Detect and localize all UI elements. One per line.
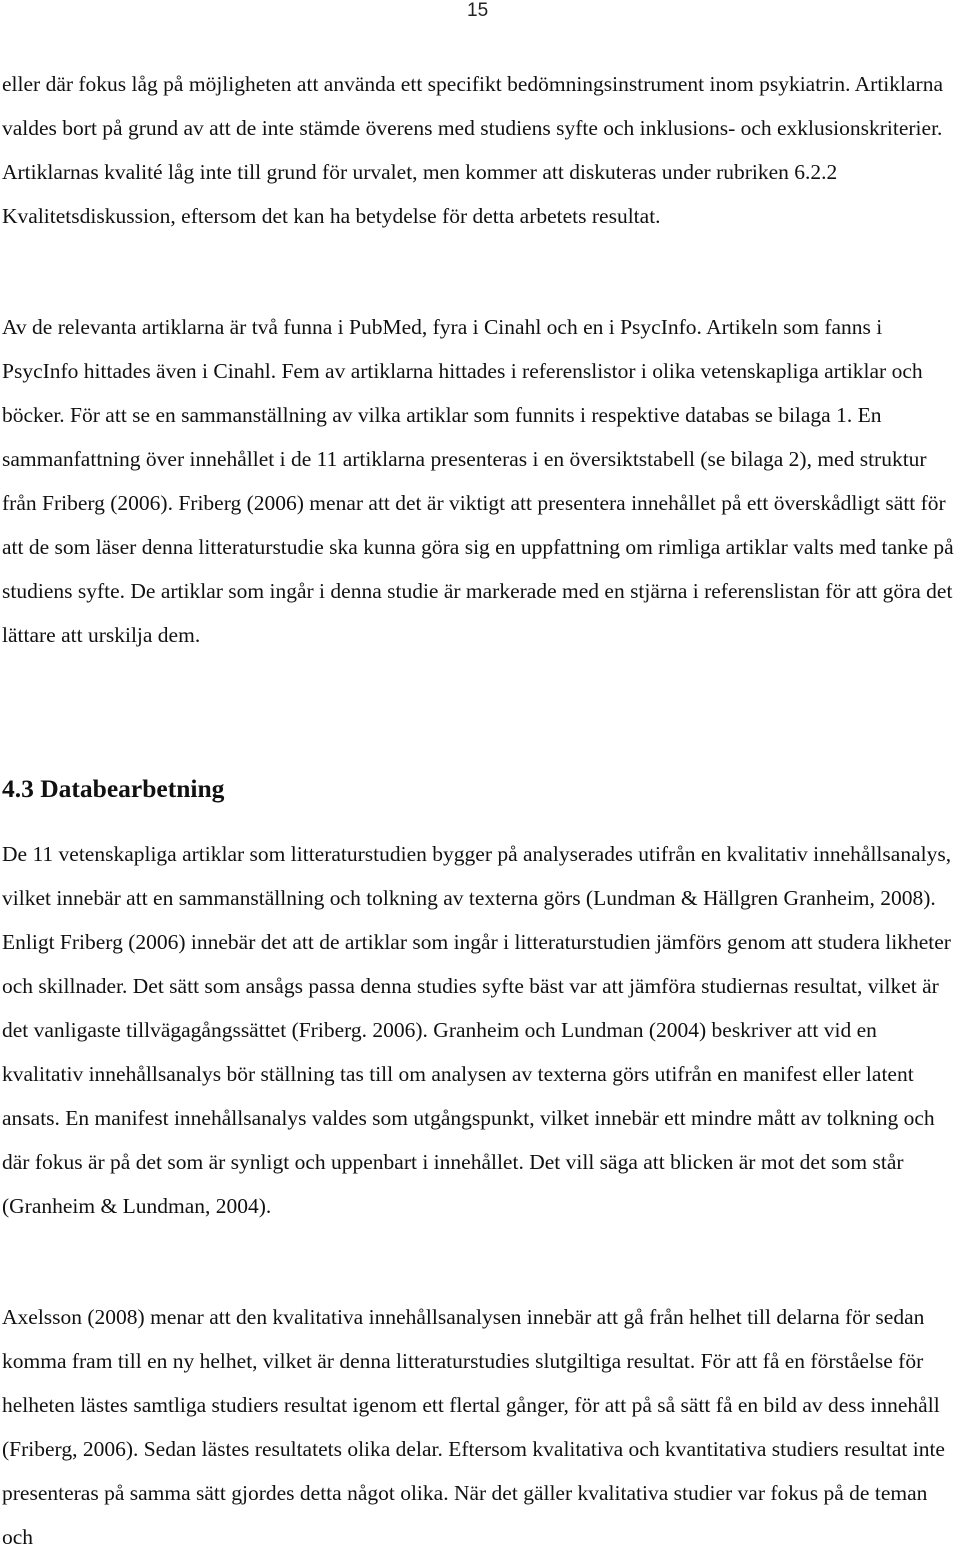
paragraph-analysis-process: Axelsson (2008) menar att den kvalitativa innehållsanalysen innebär att gå från helhet till delarna för sedan komma fram till en ny helhet, vilket är denna litteraturstudies slutgiltiga resultat. För att få en förståelse för helheten lästes samtliga studiers resultat igenom ett flertal gånger, för att på så sätt få en bild av dess innehåll (Friberg, 2006). Sedan lästes resultatets olika delar. Eftersom kvalitativa och kvantitativa studiers resultat inte presenteras på samma sätt gjordes detta något olika. När det gäller kvalitativa studier var fokus på de teman och [2, 1305, 945, 1549]
paragraph-database-results: Av de relevanta artiklarna är två funna i PubMed, fyra i Cinahl och en i PsycInfo. Artikeln som fanns i PsycInfo hittades även i Cinahl. Fem av artiklarna hittades i referenslistor i olika vetenskapliga artiklar och böcker. För att se en sammanställning av vilka artiklar som funnits i respektive databas se bilaga 1. En sammanfattning över innehållet i de 11 artiklarna presenteras i en översiktstabell (se bilaga 2), med struktur från Friberg (2006). Friberg (2006) menar att det är viktigt att presentera innehållet på ett överskådligt sätt för att de som läser denna litteraturstudie ska kunna göra sig en uppfattning om rimliga artiklar valts med tanke på studiens syfte. De artiklar som ingår i denna studie är markerade med en stjärna i referenslistan för att göra det lättare att urskilja dem. [2, 315, 954, 647]
paragraph-content-analysis: De 11 vetenskapliga artiklar som litteraturstudien bygger på analyserades utifrån en kvalitativ innehållsanalys, vilket innebär att en sammanställning och tolkning av texterna görs (Lundman & Hällgren Granheim, 2008). Enligt Friberg (2006) innebär det att de artiklar som ingår i litteraturstudien jämförs genom att studera likheter och skillnader. Det sätt som ansågs passa denna studies syfte bäst var att jämföra studiernas resultat, vilket är det vanligaste tillvägagångssättet (Friberg. 2006). Granheim och Lundman (2004) beskriver att vid en kvalitativ innehållsanalys bör ställning tas till om analysen av texterna görs utifrån en manifest eller latent ansats. En manifest innehållsanalys valdes som utgångspunkt, vilket innebär ett mindre mått av tolkning och där fokus är på det som är synligt och uppenbart i innehållet. Det vill säga att blicken är mot det som står (Granheim & Lundman, 2004). [2, 842, 952, 1218]
page-number: 15 [467, 0, 489, 21]
paragraph-urval-exclusion: eller där fokus låg på möjligheten att använda ett specifikt bedömningsinstrument inom psykiatrin. Artiklarna valdes bort på grund av att de inte stämde överens med studiens syfte och inklusions- och exklusionskriterier. Artiklarnas kvalité låg inte till grund för urvalet, men kommer att diskuteras under rubriken 6.2.2 Kvalitetsdiskussion, eftersom det kan ha betydelse för detta arbetets resultat. [2, 72, 943, 228]
section-heading-databearbetning: 4.3 Databearbetning [2, 774, 225, 803]
